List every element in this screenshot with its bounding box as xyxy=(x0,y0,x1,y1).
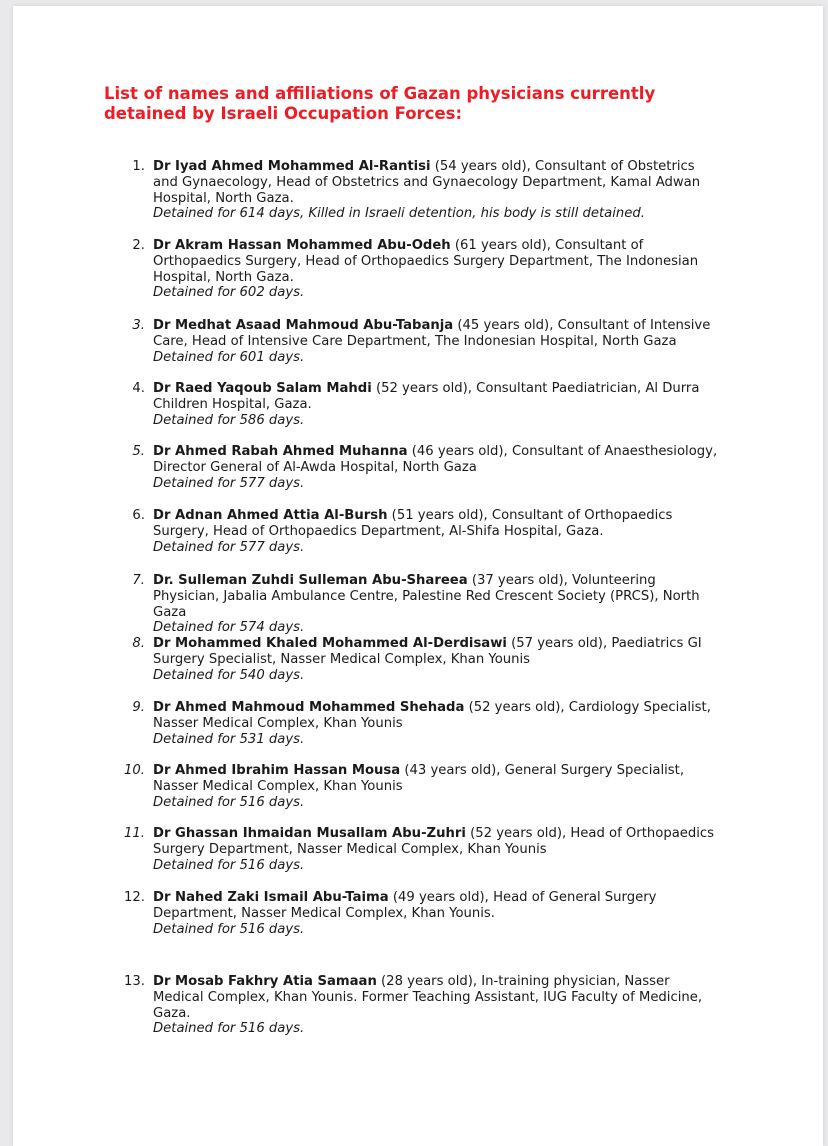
physician-details: (54 years old), Consultant of Obstetrics and Gynaecology, Head of Obstetrics and Gynaecology Department, Kamal Adwan Hospital, North Gaza. xyxy=(153,159,701,206)
item-number: 2. xyxy=(132,238,145,253)
item-number: 10. xyxy=(124,763,145,778)
list-item xyxy=(105,159,745,222)
detention-status: Detained for 516 days. xyxy=(153,921,305,937)
physician-name: Dr Ahmed Ibrahim Hassan Mousa xyxy=(153,763,401,778)
item-number: 12. xyxy=(124,890,145,905)
physician-details: (51 years old), Consultant of Orthopaedics Surgery, Head of Orthopaedics Department, Al-Shifa Hospital, Gaza. xyxy=(153,508,673,539)
physician-name: Dr Raed Yaqoub Salam Mahdi xyxy=(153,381,372,396)
physician-details: (28 years old), In-training physician, Nasser Medical Complex, Khan Younis. Former Teaching Assistant, IUG Faculty of Medicine, Gaza. xyxy=(153,974,703,1021)
physician-details: (52 years old), Cardiology Specialist, Nasser Medical Complex, Khan Younis xyxy=(153,700,711,731)
detention-status: Detained for 577 days. xyxy=(153,475,305,491)
item-number: 9. xyxy=(132,700,145,715)
list-item xyxy=(105,763,745,810)
list-item xyxy=(105,700,745,747)
physician-details: (61 years old), Consultant of Orthopaedics Surgery, Head of Orthopaedics Surgery Department, The Indonesian Hospital, North Gaza. xyxy=(153,238,699,285)
list-item xyxy=(105,381,745,428)
list-item xyxy=(105,974,745,1037)
physician-details: (43 years old), General Surgery Specialist, Nasser Medical Complex, Khan Younis xyxy=(153,763,685,794)
item-number: 7. xyxy=(132,573,145,588)
document-page xyxy=(13,6,823,1146)
physician-name: Dr. Sulleman Zuhdi Sulleman Abu-Shareea xyxy=(153,573,468,588)
list-item xyxy=(105,573,745,636)
list-item xyxy=(105,508,745,555)
physician-details: (37 years old), Volunteering Physician, Jabalia Ambulance Centre, Palestine Red Crescent Society (PRCS), North Gaza xyxy=(153,573,700,620)
physician-details: (57 years old), Paediatrics GI Surgery Specialist, Nasser Medical Complex, Khan Younis xyxy=(153,636,702,667)
physician-name: Dr Ahmed Mahmoud Mohammed Shehada xyxy=(153,700,465,715)
physician-name: Dr Adnan Ahmed Attia Al-Bursh xyxy=(153,508,388,523)
item-number: 8. xyxy=(132,636,145,651)
detention-status: Detained for 531 days. xyxy=(153,731,305,747)
list-item xyxy=(105,444,745,491)
physician-name: Dr Ahmed Rabah Ahmed Muhanna xyxy=(153,444,408,459)
physician-details: (45 years old), Consultant of Intensive Care, Head of Intensive Care Department, The Indonesian Hospital, North Gaza xyxy=(153,318,711,349)
document-title: List of names and affiliations of Gazan physicians currently detained by Israeli Occupation Forces: xyxy=(104,84,656,123)
detention-status: Detained for 540 days. xyxy=(153,667,305,683)
item-number: 3. xyxy=(132,318,145,333)
list-item xyxy=(105,636,745,683)
detention-status: Detained for 586 days. xyxy=(153,412,305,428)
item-number: 13. xyxy=(124,974,145,989)
physician-name: Dr Medhat Asaad Mahmoud Abu-Tabanja xyxy=(153,318,454,333)
list-item xyxy=(105,890,745,937)
physician-details: (52 years old), Consultant Paediatrician, Al Durra Children Hospital, Gaza. xyxy=(153,381,700,412)
physician-details: (52 years old), Head of Orthopaedics Surgery Department, Nasser Medical Complex, Khan Younis xyxy=(153,826,715,857)
physician-name: Dr Iyad Ahmed Mohammed Al-Rantisi xyxy=(153,159,431,174)
detention-status: Detained for 516 days. xyxy=(153,794,305,810)
physician-name: Dr Ghassan Ihmaidan Musallam Abu-Zuhri xyxy=(153,826,466,841)
list-item xyxy=(105,318,745,365)
physician-details: (49 years old), Head of General Surgery Department, Nasser Medical Complex, Khan Younis. xyxy=(153,890,657,921)
detention-status: Detained for 577 days. xyxy=(153,539,305,555)
detention-status: Detained for 614 days, Killed in Israeli detention, his body is still detained. xyxy=(153,206,645,222)
detention-status: Detained for 574 days. xyxy=(153,620,305,636)
physician-name: Dr Nahed Zaki Ismail Abu-Taima xyxy=(153,890,389,905)
item-number: 11. xyxy=(124,826,145,841)
physician-name: Dr Mohammed Khaled Mohammed Al-Derdisawi xyxy=(153,636,507,651)
item-number: 1. xyxy=(132,159,145,174)
item-number: 5. xyxy=(132,444,145,459)
detention-status: Detained for 516 days. xyxy=(153,1021,305,1037)
physician-details: (46 years old), Consultant of Anaesthesiology, Director General of Al-Awda Hospital, North Gaza xyxy=(153,444,718,475)
detention-status: Detained for 601 days. xyxy=(153,349,305,365)
list-item xyxy=(105,826,745,873)
item-number: 6. xyxy=(132,508,145,523)
physician-name: Dr Akram Hassan Mohammed Abu-Odeh xyxy=(153,238,451,253)
detention-status: Detained for 602 days. xyxy=(153,285,305,301)
physician-name: Dr Mosab Fakhry Atia Samaan xyxy=(153,974,377,989)
list-item xyxy=(105,238,745,301)
detention-status: Detained for 516 days. xyxy=(153,857,305,873)
item-number: 4. xyxy=(132,381,145,396)
